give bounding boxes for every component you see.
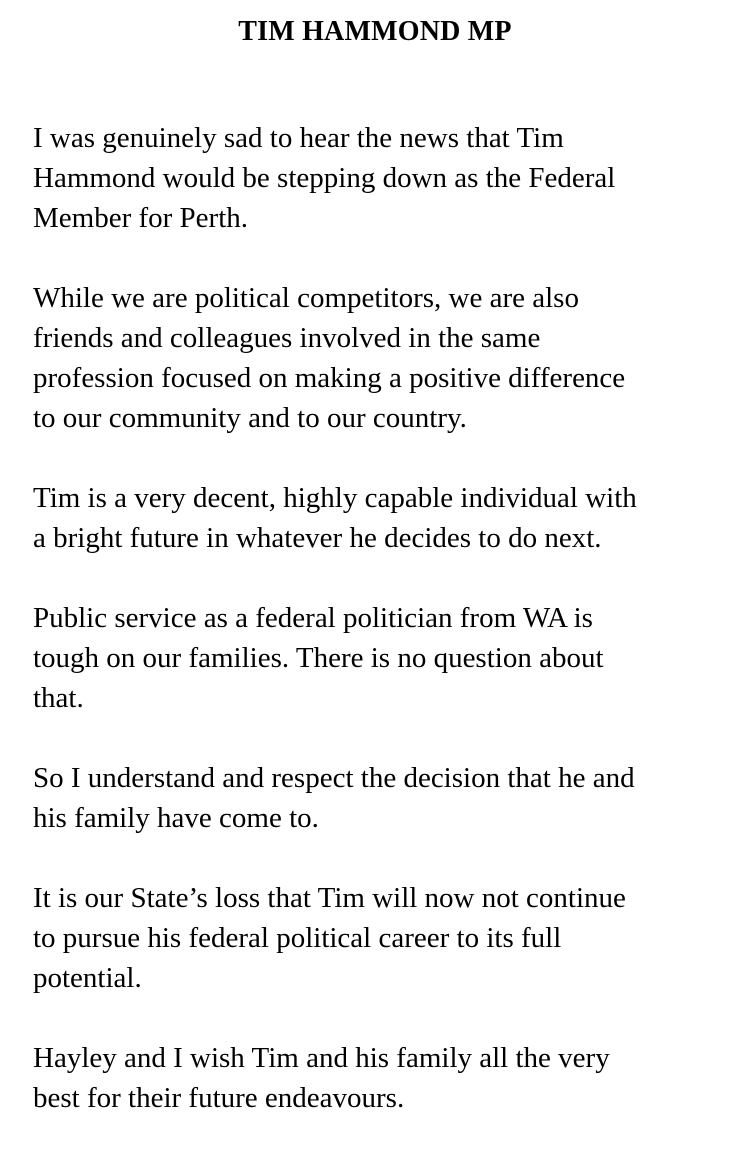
paragraph-states-loss xyxy=(33,878,733,998)
paragraph-competitors xyxy=(33,278,733,438)
text-line: Hammond would be stepping down as the Federal xyxy=(33,162,616,194)
text-line: Hayley and I wish Tim and his family all the very xyxy=(33,1042,610,1074)
paragraph-sad-news xyxy=(33,118,733,238)
text-line: to pursue his federal political career to its full xyxy=(33,922,562,954)
text-line: So I understand and respect the decision that he and xyxy=(33,762,635,794)
text-line: that. xyxy=(33,682,84,714)
text-line: best for their future endeavours. xyxy=(33,1082,405,1114)
text-line: profession focused on making a positive difference xyxy=(33,362,626,394)
text-line: It is our State’s loss that Tim will now not continue xyxy=(33,882,626,914)
text-line: tough on our families. There is no question about xyxy=(33,642,604,674)
paragraph-public-service xyxy=(33,598,733,718)
text-line: his family have come to. xyxy=(33,802,319,834)
paragraph-best-wishes xyxy=(33,1038,733,1118)
text-line: to our community and to our country. xyxy=(33,402,467,434)
text-line: Public service as a federal politician from WA is xyxy=(33,602,593,634)
text-line: Member for Perth. xyxy=(33,202,249,234)
text-line: a bright future in whatever he decides to do next. xyxy=(33,522,602,554)
statement-body xyxy=(33,118,733,1158)
text-line: friends and colleagues involved in the same xyxy=(33,322,541,354)
text-line: I was genuinely sad to hear the news that Tim xyxy=(33,122,564,154)
text-line: potential. xyxy=(33,962,142,994)
text-line: While we are political competitors, we are also xyxy=(33,282,579,314)
paragraph-decent-individual xyxy=(33,478,733,558)
text-line: Tim is a very decent, highly capable individual with xyxy=(33,482,637,514)
statement-title: TIM HAMMOND MP xyxy=(238,16,512,47)
paragraph-respect-decision xyxy=(33,758,733,838)
